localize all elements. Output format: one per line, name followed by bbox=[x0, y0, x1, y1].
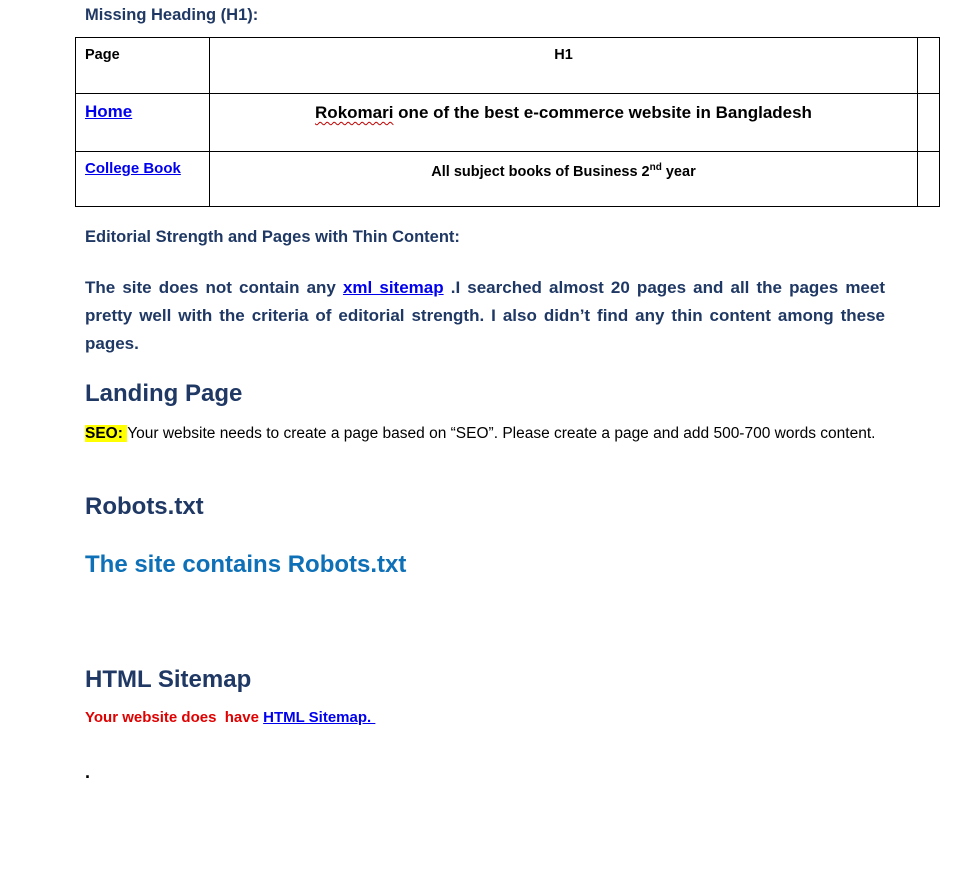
home-link[interactable]: Home bbox=[85, 102, 133, 121]
table-cell-page bbox=[76, 94, 210, 152]
college-book-link[interactable]: College Book bbox=[85, 160, 181, 177]
editorial-heading: Editorial Strength and Pages with Thin Content: bbox=[85, 228, 460, 246]
table-header-row bbox=[76, 38, 940, 94]
table-empty-cell bbox=[918, 94, 940, 152]
html-sitemap-link[interactable]: HTML Sitemap. bbox=[263, 709, 376, 726]
table-header-h1: H1 bbox=[554, 47, 573, 63]
editorial-text-after: .I searched almost 20 pages and all the pages meet pretty well with the criteria of editorial strength. I also didn’t find any thin content among these pages. bbox=[85, 278, 886, 353]
robots-subheading: The site contains Robots.txt bbox=[85, 551, 407, 578]
seo-label-highlight: SEO: bbox=[85, 425, 128, 442]
html-sitemap-heading: HTML Sitemap bbox=[85, 666, 252, 693]
table-header-h1-cell bbox=[210, 38, 918, 94]
xml-sitemap-link[interactable]: xml sitemap bbox=[342, 278, 444, 297]
table-cell-h1 bbox=[210, 94, 918, 152]
robots-heading: Robots.txt bbox=[85, 493, 204, 520]
table-empty-cell bbox=[918, 152, 940, 207]
table-header-page: Page bbox=[85, 47, 120, 63]
landing-page-heading: Landing Page bbox=[85, 380, 243, 407]
table-empty-cell bbox=[918, 38, 940, 94]
table-row bbox=[76, 152, 940, 207]
table-header-page-cell bbox=[76, 38, 210, 94]
sitemap-paragraph bbox=[85, 709, 375, 726]
editorial-paragraph bbox=[85, 274, 885, 358]
missing-h1-heading: Missing Heading (H1): bbox=[85, 6, 259, 24]
misspelled-word: Rokomari bbox=[315, 103, 394, 122]
ordinal-superscript: nd bbox=[649, 162, 662, 173]
table-cell-page bbox=[76, 152, 210, 207]
editorial-text-before: The site does not contain any bbox=[85, 278, 343, 297]
h1-table bbox=[75, 37, 940, 207]
seo-paragraph bbox=[85, 421, 885, 446]
trailing-dot: . bbox=[85, 762, 91, 782]
home-h1-text bbox=[315, 103, 812, 122]
college-book-h1-before: All subject books of Business 2 bbox=[431, 163, 650, 180]
sitemap-text: Your website does have bbox=[85, 709, 264, 726]
table-cell-h1 bbox=[210, 152, 918, 207]
seo-text: Your website needs to create a page based on “SEO”. Please create a page and add 500-700 words content. bbox=[127, 425, 876, 442]
table-row bbox=[76, 94, 940, 152]
college-book-h1-after: year bbox=[661, 163, 696, 180]
home-h1-rest: one of the best e-commerce website in Bangladesh bbox=[393, 103, 812, 122]
college-book-h1-text bbox=[431, 164, 695, 180]
